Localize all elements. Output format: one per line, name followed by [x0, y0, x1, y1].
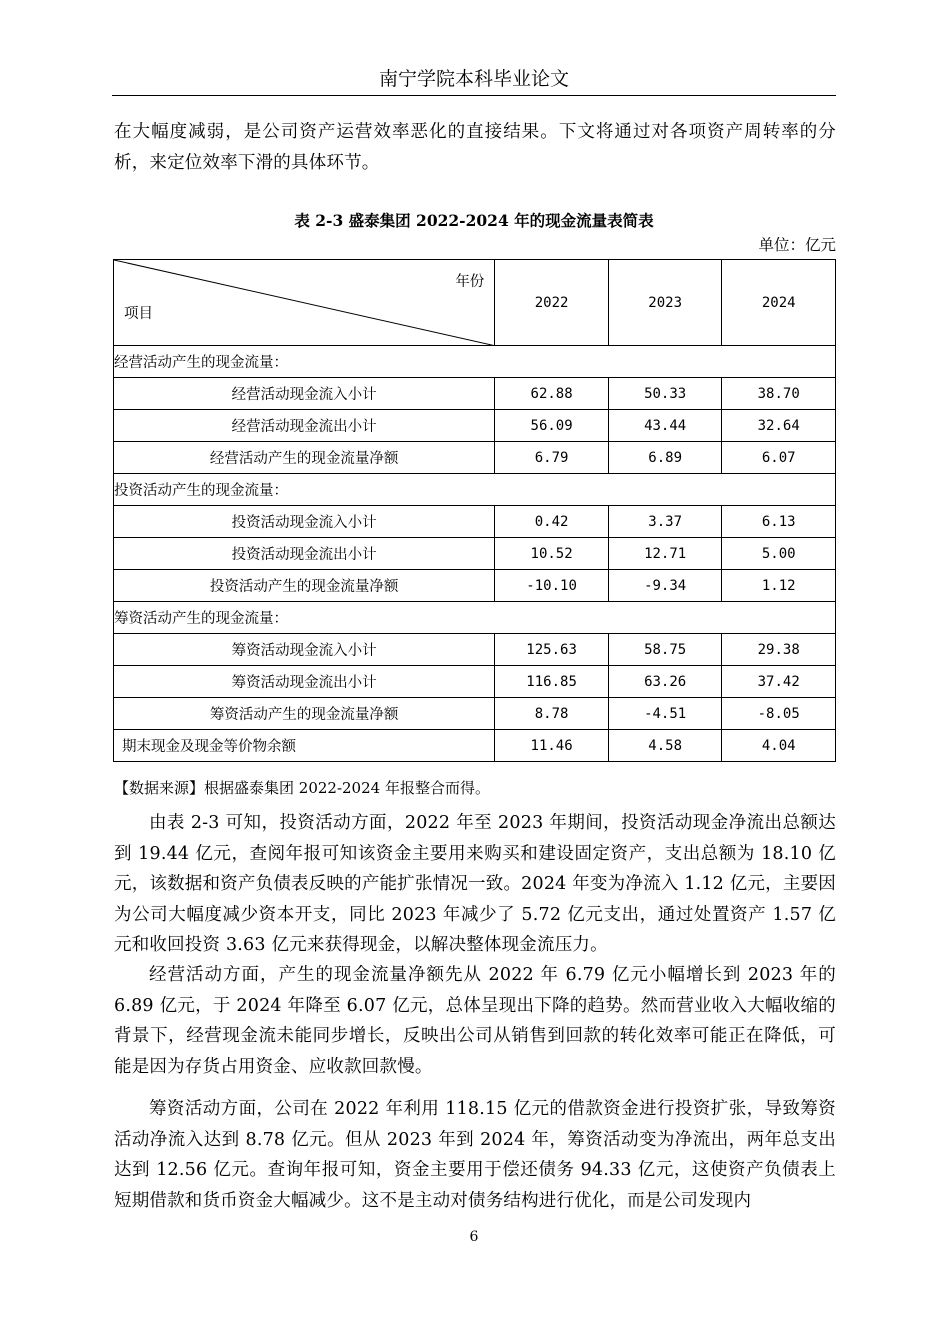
- section-title: 筹资活动产生的现金流量：: [114, 602, 836, 634]
- value-cell: 6.07: [722, 442, 836, 474]
- table-row: [114, 538, 836, 570]
- year-header-2023: 2023: [608, 260, 722, 346]
- value-cell: 56.09: [495, 410, 609, 442]
- value-cell: 116.85: [495, 666, 609, 698]
- running-header: 南宁学院本科毕业论文: [378, 68, 569, 90]
- value-cell: 0.42: [495, 506, 609, 538]
- table-row: [114, 410, 836, 442]
- section-title: 经营活动产生的现金流量：: [114, 346, 836, 378]
- intro-paragraph: 在大幅度减弱，是公司资产运营效率恶化的直接结果。下文将通过对各项资产周转率的分析，来定位效率下滑的具体环节。: [114, 122, 836, 173]
- row-label: 经营活动现金流出小计: [114, 410, 495, 442]
- table-header-row: [114, 260, 836, 346]
- value-cell: 11.46: [495, 730, 609, 762]
- diagonal-line: [114, 260, 496, 346]
- cash-flow-table: [113, 259, 836, 762]
- row-label: 筹资活动现金流出小计: [114, 666, 495, 698]
- header-rule: [112, 95, 836, 96]
- table-unit: 单位：亿元: [758, 236, 836, 254]
- row-label: 投资活动现金流出小计: [114, 538, 495, 570]
- value-cell: 50.33: [608, 378, 722, 410]
- value-cell: 4.58: [608, 730, 722, 762]
- year-header-label: 年份: [455, 274, 485, 290]
- item-header-label: 项目: [124, 306, 153, 322]
- value-cell: -10.10: [495, 570, 609, 602]
- table-row: [114, 698, 836, 730]
- value-cell: 6.79: [495, 442, 609, 474]
- row-label: 投资活动产生的现金流量净额: [114, 570, 495, 602]
- row-label: 期末现金及现金等价物余额: [114, 730, 495, 762]
- body-paragraph-financing: 筹资活动方面，公司在 2022 年利用 118.15 亿元的借款资金进行投资扩张，导致筹资活动净流入达到 8.78 亿元。但从 2023 年到 2024 年，筹资活动变为净流出，两年总支出达到 12.56 亿元。查询年报可知，资金主要用于偿还债务 94.33 亿元，这使资产负债表上短期借款和货币资金大幅减少。这不是主动对债务结构进行优化，而是公司发现内: [114, 1099, 836, 1211]
- table-row: [114, 666, 836, 698]
- value-cell: 125.63: [495, 634, 609, 666]
- table-row: [114, 634, 836, 666]
- value-cell: 32.64: [722, 410, 836, 442]
- table-row: [114, 570, 836, 602]
- table-row: [114, 378, 836, 410]
- value-cell: 10.52: [495, 538, 609, 570]
- value-cell: 62.88: [495, 378, 609, 410]
- value-cell: -4.51: [608, 698, 722, 730]
- row-label: 投资活动现金流入小计: [114, 506, 495, 538]
- year-header-2024: 2024: [722, 260, 836, 346]
- corner-cell: [114, 260, 495, 346]
- body-paragraph-operating: 经营活动方面，产生的现金流量净额先从 2022 年 6.79 亿元小幅增长到 2023 年的 6.89 亿元，于 2024 年降至 6.07 亿元，总体呈现出下降的趋势。然而营业收入大幅收缩的背景下，经营现金流未能同步增长，反映出公司从销售到回款的转化效率可能正在降低，可能是因为存货占用资金、应收款回款慢。: [114, 965, 836, 1077]
- value-cell: 6.13: [722, 506, 836, 538]
- value-cell: 38.70: [722, 378, 836, 410]
- value-cell: 8.78: [495, 698, 609, 730]
- value-cell: 3.37: [608, 506, 722, 538]
- row-label: 筹资活动产生的现金流量净额: [114, 698, 495, 730]
- table-row: [114, 442, 836, 474]
- row-label: 经营活动产生的现金流量净额: [114, 442, 495, 474]
- value-cell: 6.89: [608, 442, 722, 474]
- value-cell: 63.26: [608, 666, 722, 698]
- value-cell: 43.44: [608, 410, 722, 442]
- table-row: [114, 506, 836, 538]
- page-number: 6: [469, 1229, 479, 1245]
- body-paragraph-investing: 由表 2-3 可知，投资活动方面，2022 年至 2023 年期间，投资活动现金净流出总额达到 19.44 亿元，查阅年报可知该资金主要用来购买和建设固定资产，支出总额为 18.10 亿元，该数据和资产负债表反映的产能扩张情况一致。2024 年变为净流入 1.12 亿元，主要因为公司大幅度减少资本开支，同比 2023 年减少了 5.72 亿元支出，通过处置资产 1.57 亿元和收回投资 3.63 亿元来获得现金，以解决整体现金流压力。: [114, 813, 836, 955]
- year-header-2022: 2022: [495, 260, 609, 346]
- value-cell: -8.05: [722, 698, 836, 730]
- value-cell: 4.04: [722, 730, 836, 762]
- value-cell: 5.00: [722, 538, 836, 570]
- value-cell: 1.12: [722, 570, 836, 602]
- table-caption: 表 2-3 盛泰集团 2022-2024 年的现金流量表简表: [294, 211, 654, 230]
- section-row-investing: [114, 474, 836, 506]
- value-cell: 37.42: [722, 666, 836, 698]
- row-label: 筹资活动现金流入小计: [114, 634, 495, 666]
- value-cell: 58.75: [608, 634, 722, 666]
- table-row-ending-balance: [114, 730, 836, 762]
- row-label: 经营活动现金流入小计: [114, 378, 495, 410]
- section-row-financing: [114, 602, 836, 634]
- value-cell: 12.71: [608, 538, 722, 570]
- table-source-note: 【数据来源】根据盛泰集团 2022-2024 年报整合而得。: [114, 779, 490, 797]
- section-row-operating: [114, 346, 836, 378]
- value-cell: -9.34: [608, 570, 722, 602]
- value-cell: 29.38: [722, 634, 836, 666]
- section-title: 投资活动产生的现金流量：: [114, 474, 836, 506]
